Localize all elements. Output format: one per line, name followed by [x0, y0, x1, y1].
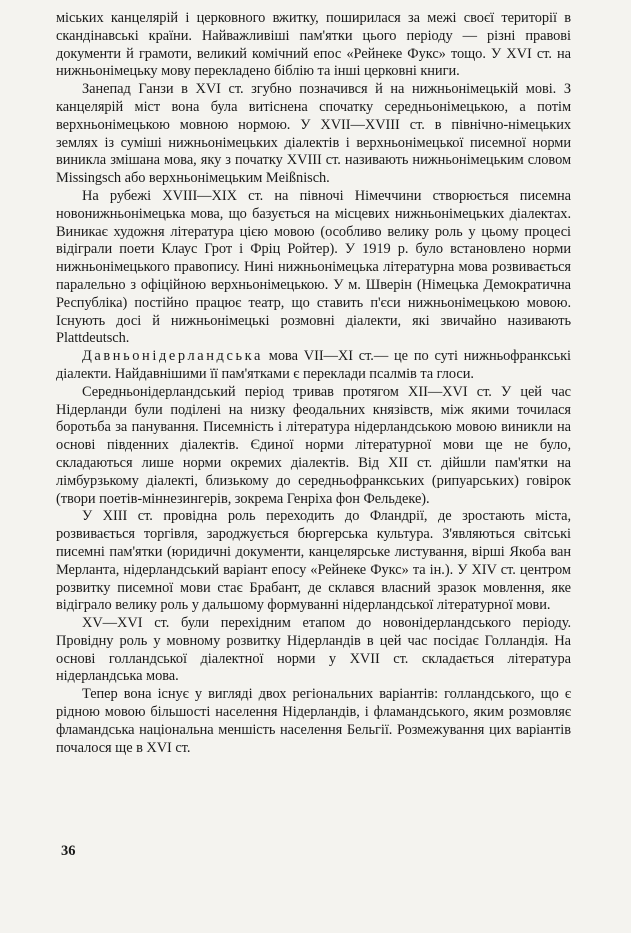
term-old-dutch: Давньонідерландська [82, 348, 263, 365]
page-body [56, 10, 571, 757]
paragraph-flanders: У XIII ст. провідна роль переходить до Фландрії, де зростають міста, розвивається торгівля, зароджується бюргерська культура. З'являються світські писемні пам'ятки (юридичні документи, канцелярське листування, вірші Якоба ван Мерланта, нідерландський варіант епосу «Рейнеке Фукс» та ін.). У XIV ст. центром розвитку писемної мови стає Брабант, де склався власний зразок мовлення, яке відіграло велику роль у дальшому формуванні нідерландської літературної мови. [56, 508, 571, 614]
paragraph-plattdeutsch: На рубежі XVIII—XIX ст. на півночі Німеччини створюється писемна новонижньонімецька мова, що базується на місцевих нижньонімецьких діалектах. Виникає художня література цією мовою (особливо велику роль у цьому процесі відіграли поети Клаус Грот і Фріц Ройтер). У 1919 р. було встановлено норми нижньонімецького правопису. Нині нижньонімецька літературна мова розвивається паралельно з офіційною верхньонімецькою. У м. Шверін (Німецька Демократична Республіка) постійно працює театр, що ставить п'єси нижньонімецькою мовою. Існують досі й нижньонімецькі розмовні діалекти, які звичайно називають Plattdeutsch. [56, 187, 571, 347]
paragraph-variants: Тепер вона існує у вигляді двох регіональних варіантів: голландського, що є рідною мовою більшості населення Нідерландів, і фламандського, яким розмовляє фламандська національна меншість населення Бельгії. Розмежування цих варіантів почалося ще в XVI ст. [56, 686, 571, 756]
paragraph-middle-dutch: Середньонідерландський період тривав протягом XII—XVI ст. У цей час Нідерланди були поділені на низку феодальних князівств, між якими точилася боротьба за панування. Писемність і література нідерландською мовою виникли на основі південних діалектів. Єдиної норми літературної мови ще не було, складаються лише норми окремих діалектів. Від XII ст. дійшли пам'ятки на лімбурзькому діалекті, близькому до середньофранкських (рипуарських) говірок (твори поетів-міннезингерів, зокрема Генріха фон Фельдеке). [56, 383, 571, 507]
page-number: 36 [61, 843, 76, 859]
paragraph-old-dutch [56, 348, 571, 384]
paragraph-continuation: міських канцелярій і церковного вжитку, поширилася за межі своєї території в скандінавські країни. Найважливіші пам'ятки цього періоду — різні правові документи й грамоти, великий комічний епос «Рейнеке Фукс» тощо. У XVI ст. на нижньонімецьку мову перекладено біблію та інші церковні книги. [56, 10, 571, 80]
paragraph-old-dutch-text: мова VII—XI ст.— це по суті нижньофранкські діалекти. Найдавнішими її пам'ятками є переклади псалмів та глоси. [56, 348, 571, 382]
paragraph-holland: XV—XVI ст. були перехідним етапом до новонідерландського періоду. Провідну роль у мовному розвитку Нідерландів в цей час посідає Голландія. На основі голландської діалектної норми у XVII ст. складається література нідерландська мова. [56, 615, 571, 685]
paragraph-hansa-decline: Занепад Ганзи в XVI ст. згубно позначився й на нижньонімецькій мові. З канцелярій міст вона була витіснена спочатку середньонімецькою, а потім верхньонімецькою мовною нормою. У XVII—XVIII ст. в північно-німецьких землях із суміші нижньонімецьких діалектів і верхньонімецької писемної норми виникла змішана мова, яку з початку XVIII ст. називають нижньонімецьким словом Missingsch або верхньонімецьким Meißnisch. [56, 81, 571, 187]
